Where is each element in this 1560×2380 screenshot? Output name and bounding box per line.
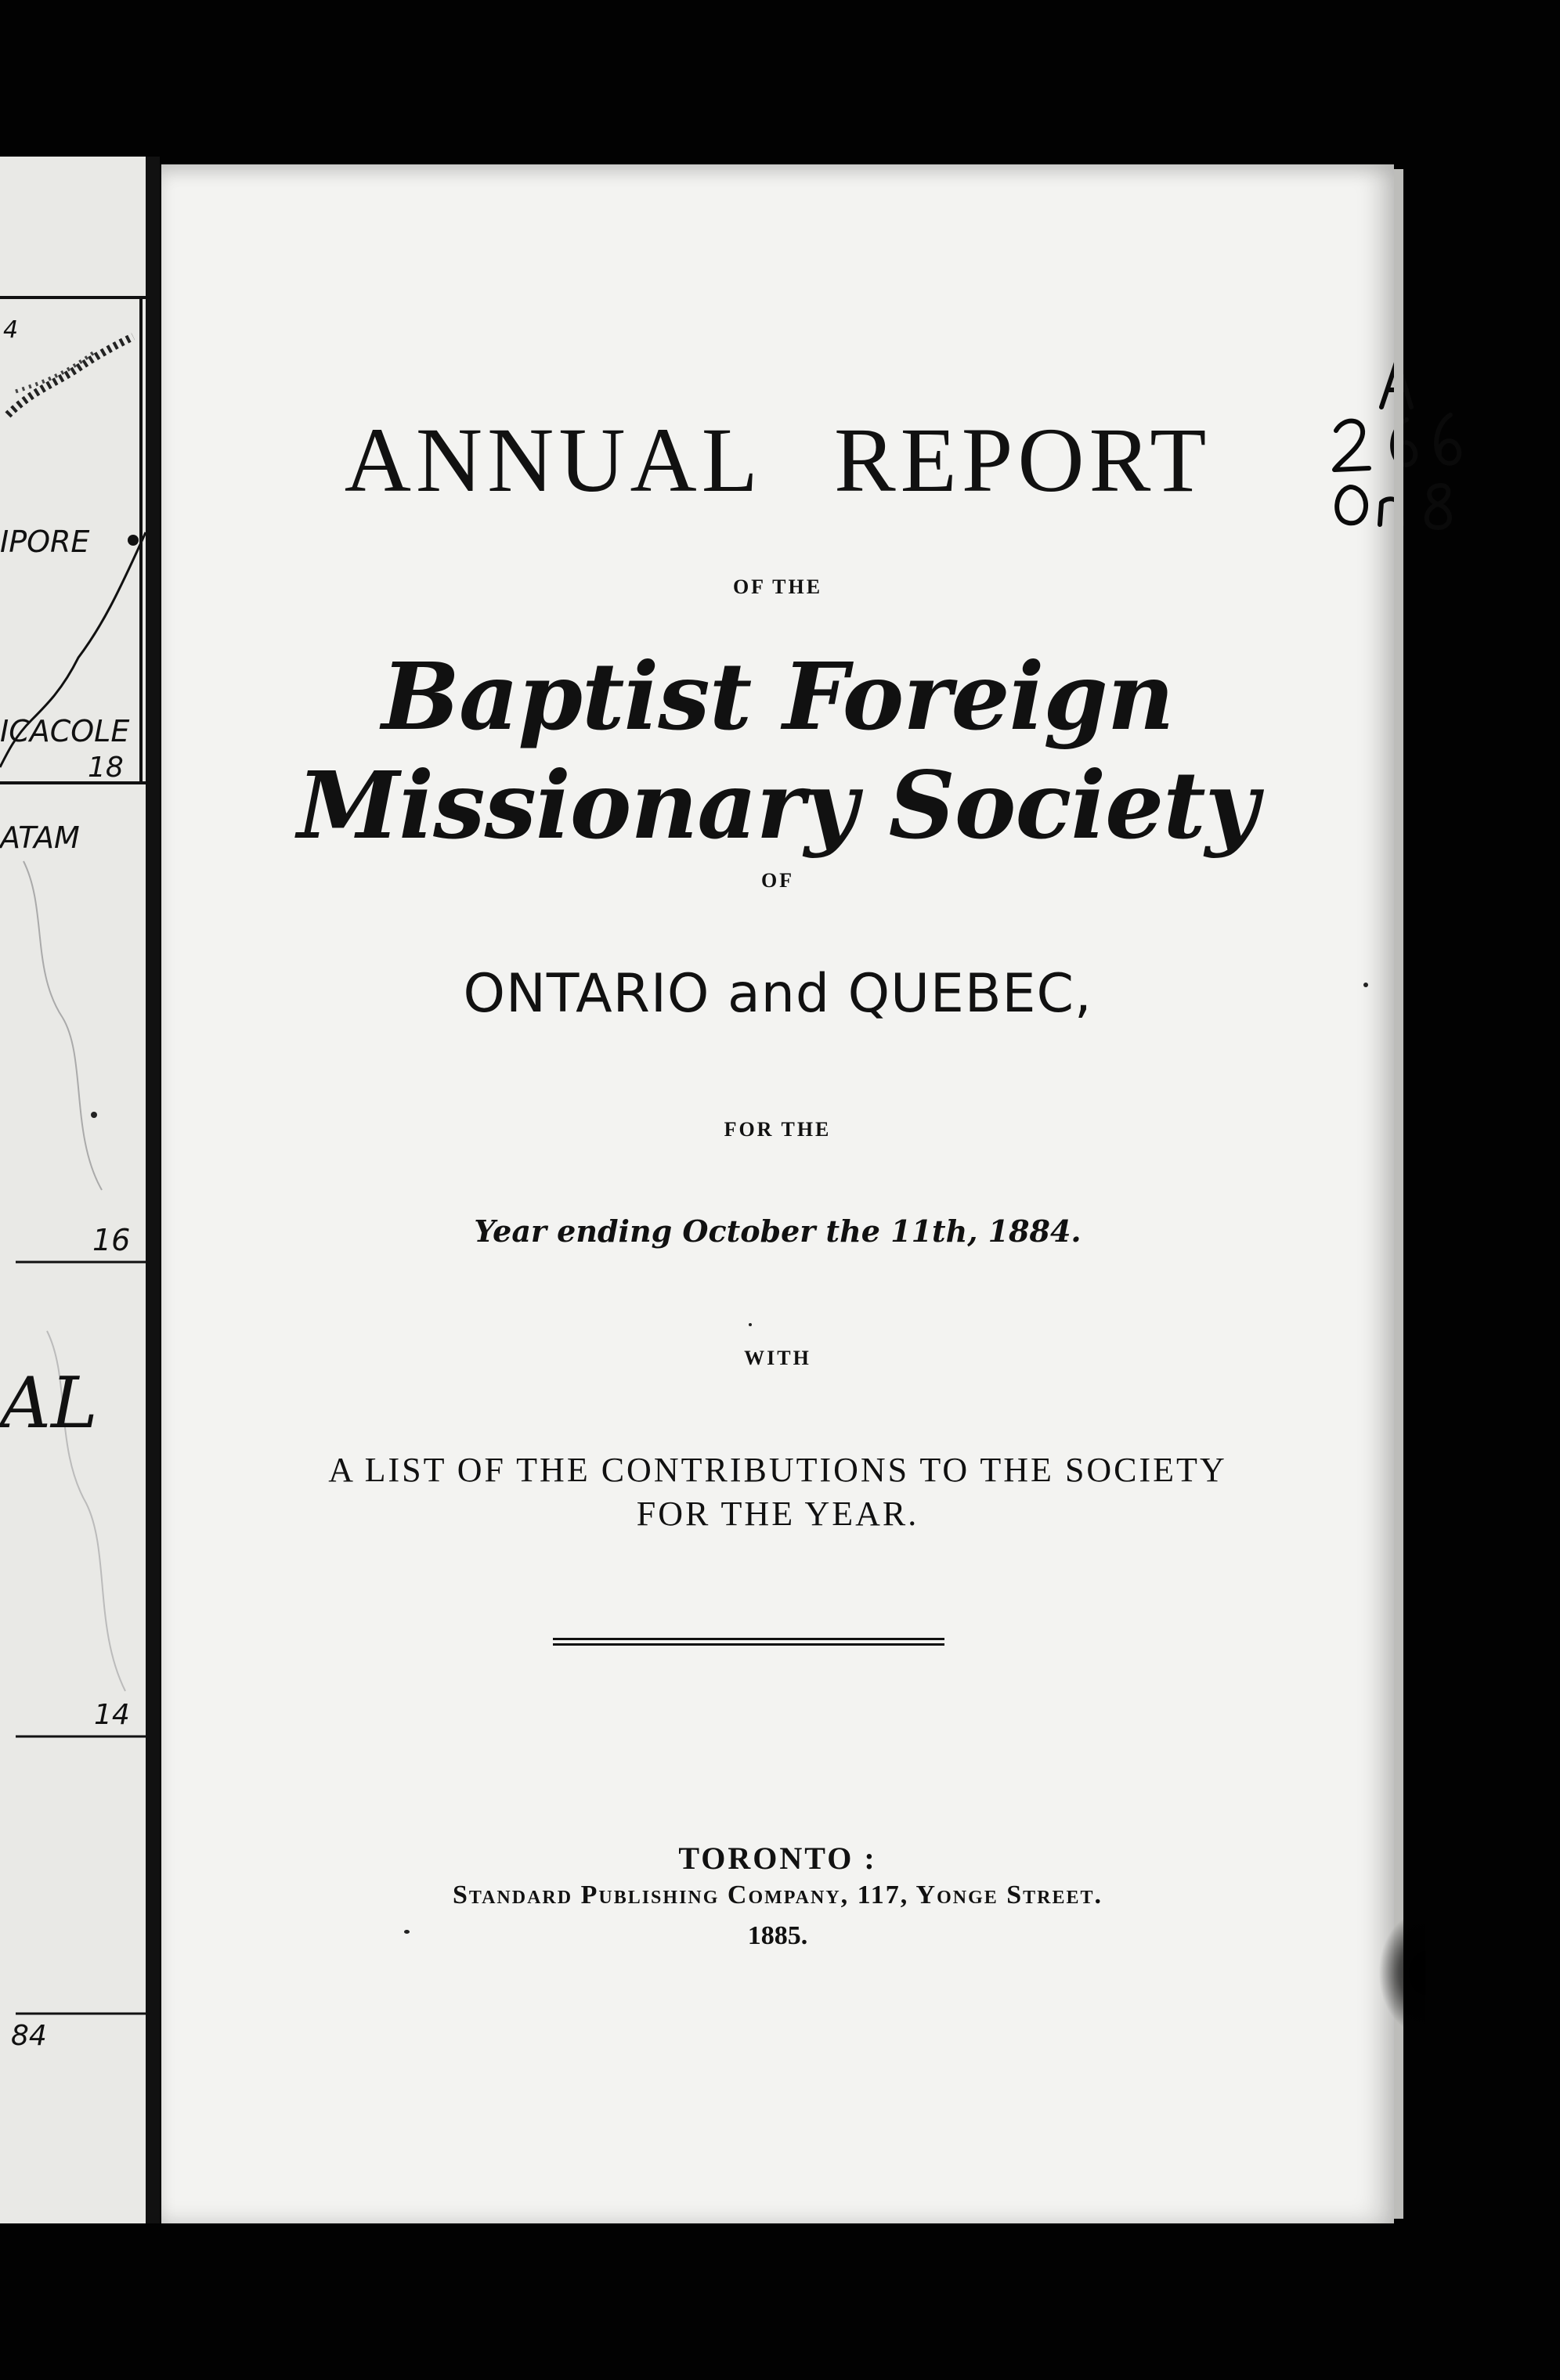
speck xyxy=(1363,983,1368,987)
with-line: WITH xyxy=(744,1347,811,1369)
map-label-icacole: ICACOLE xyxy=(0,714,130,748)
imprint-year: 1885. xyxy=(747,1921,808,1950)
speck xyxy=(749,1323,752,1326)
society-name: Baptist Foreign Missionary Society xyxy=(297,642,1258,860)
map-label-14: 14 xyxy=(94,1699,130,1731)
speck xyxy=(91,1112,97,1118)
map-fragment xyxy=(0,157,146,2223)
map-label-16: 16 xyxy=(92,1223,131,1257)
map-linework xyxy=(0,157,146,2223)
map-border xyxy=(146,157,160,2223)
of-the-line: OF THE xyxy=(732,575,823,598)
map-label-84: 84 xyxy=(11,2020,47,2052)
imprint-publisher: Standard Publishing Company, 117, Yonge Street. xyxy=(452,1881,1103,1909)
report-title: ANNUAL REPORT xyxy=(344,409,1212,511)
binding-shadow xyxy=(1378,1910,1425,2036)
map-label-ipore: IPORE xyxy=(0,525,90,559)
double-rule xyxy=(553,1638,944,1649)
year-line: Year ending October the 11th, 1884. xyxy=(474,1213,1082,1249)
speck xyxy=(404,1930,410,1934)
map-label-18: 18 xyxy=(88,752,124,784)
province-line: ONTARIO and QUEBEC, xyxy=(463,963,1092,1025)
map-label-al: AL xyxy=(0,1362,98,1444)
of-line: OF xyxy=(760,869,795,892)
contributions-line-2: FOR THE YEAR. xyxy=(636,1495,919,1533)
map-label-atam: ATAM xyxy=(0,820,80,855)
for-the-line: FOR THE xyxy=(724,1118,832,1141)
map-label-4: 4 xyxy=(3,316,19,344)
contributions-subtitle xyxy=(161,1448,1394,1536)
contributions-line-1: A LIST OF THE CONTRIBUTIONS TO THE SOCIETY xyxy=(328,1451,1227,1489)
imprint-city: TORONTO : xyxy=(678,1841,877,1876)
title-page xyxy=(161,164,1394,2223)
